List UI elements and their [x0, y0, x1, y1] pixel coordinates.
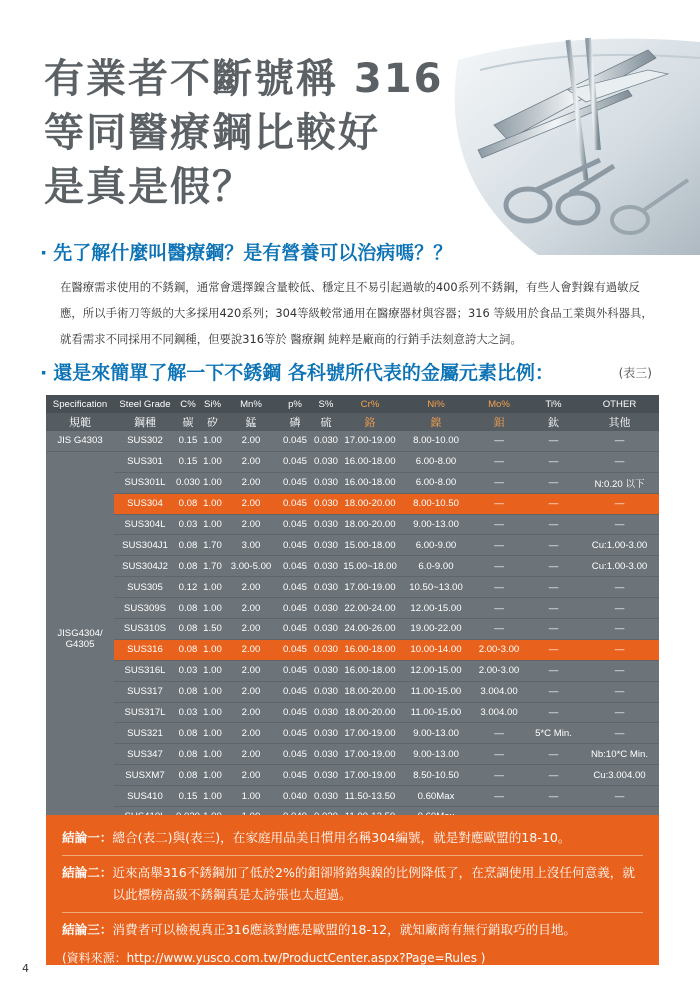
- table-cell: 11.50-13.50: [339, 786, 401, 807]
- surgical-instruments-photo: [418, 30, 700, 255]
- table-cell: 0.045: [277, 451, 313, 472]
- table-cell: —: [580, 514, 659, 535]
- header-cell: Si%: [203, 398, 222, 410]
- table-cell: 0.030: [313, 514, 339, 535]
- table-cell: 0.045: [277, 744, 313, 765]
- table-cell: 1.50: [200, 619, 225, 640]
- table-row: [46, 556, 659, 577]
- conclusion-divider: [62, 912, 643, 913]
- table-cell: 0.045: [277, 619, 313, 640]
- table-cell: 1.00: [200, 577, 225, 598]
- table-cell: 0.030: [176, 472, 200, 493]
- table-cell: 0.030: [313, 660, 339, 681]
- table-cell: 24.00-26.00: [339, 619, 401, 640]
- table-cell: 1.00: [200, 660, 225, 681]
- table-row: [46, 619, 659, 640]
- grade-cell: SUS310S: [114, 619, 176, 640]
- table-cell: 16.00-18.00: [339, 472, 401, 493]
- table-cell: 0.030: [313, 619, 339, 640]
- table-cell: 0.045: [277, 431, 313, 451]
- table-cell: Cu:3.004.00: [580, 765, 659, 786]
- grade-cell: SUS321: [114, 723, 176, 744]
- table-cell: 0.045: [277, 556, 313, 577]
- table-cell: 0.030: [313, 493, 339, 514]
- table-row: [46, 786, 659, 807]
- table-cell: 0.030: [313, 577, 339, 598]
- table-cell: —: [580, 702, 659, 723]
- table-cell: —: [471, 472, 527, 493]
- table-cell: Nb:10*C Min.: [580, 744, 659, 765]
- table-cell: 0.08: [176, 493, 200, 514]
- header-cell: Mn%: [240, 398, 262, 410]
- table-cell: —: [580, 598, 659, 619]
- table-cell: 2.00: [225, 451, 277, 472]
- table-header-chinese: [46, 413, 659, 431]
- table-cell: 0.60Max: [401, 786, 471, 807]
- table-cell: 2.00: [225, 598, 277, 619]
- header-cell-zh: 硫: [320, 417, 332, 429]
- table-cell: 17.00-19.00: [339, 744, 401, 765]
- table-cell: Cu:1.00-3.00: [580, 556, 659, 577]
- grade-cell: SUS301L: [114, 472, 176, 493]
- table-reference-note: (表三): [618, 366, 652, 380]
- table-cell: 17.00-19.00: [339, 431, 401, 451]
- table-cell: 18.00-20.00: [339, 514, 401, 535]
- table-cell: 18.00-20.00: [339, 702, 401, 723]
- table-cell: 9.00-13.00: [401, 723, 471, 744]
- table-cell: —: [471, 744, 527, 765]
- table-cell: —: [527, 472, 580, 493]
- table-cell: 0.08: [176, 681, 200, 702]
- table-cell: 0.08: [176, 639, 200, 660]
- table-cell: 9.00-13.00: [401, 514, 471, 535]
- table-cell: 3.00: [225, 535, 277, 556]
- table-cell: 0.045: [277, 577, 313, 598]
- table-row: [46, 493, 659, 514]
- table-row: [46, 723, 659, 744]
- grade-cell: SUS309S: [114, 598, 176, 619]
- page-title: [44, 52, 443, 214]
- table-row: [46, 577, 659, 598]
- conclusion-2-label: 結論二：: [62, 865, 113, 880]
- table-cell: 22.00-24.00: [339, 598, 401, 619]
- conclusion-2: [62, 862, 643, 906]
- table-cell: —: [471, 786, 527, 807]
- header-cell: Cr%: [360, 398, 380, 410]
- table-cell: —: [527, 535, 580, 556]
- grade-cell: SUS304J2: [114, 556, 176, 577]
- conclusion-3-text: 消費者可以檢視真正316應該對應是歐盟的18-12，就知廠商有無行銷取巧的目地。: [112, 922, 577, 937]
- header-cell-zh: 鎳: [430, 417, 442, 429]
- table-cell: —: [527, 702, 580, 723]
- table-cell: —: [527, 744, 580, 765]
- table-cell: 0.045: [277, 639, 313, 660]
- table-cell: 0.08: [176, 744, 200, 765]
- table-row: [46, 660, 659, 681]
- table-cell: 2.00: [225, 493, 277, 514]
- table-cell: —: [527, 598, 580, 619]
- table-cell: —: [471, 535, 527, 556]
- table-cell: —: [580, 660, 659, 681]
- page-number: 4: [22, 962, 29, 975]
- header-cell: p%: [288, 398, 302, 410]
- table-cell: 18.00-20.00: [339, 681, 401, 702]
- table-cell: —: [580, 451, 659, 472]
- table-cell: 0.045: [277, 598, 313, 619]
- table-cell: —: [527, 493, 580, 514]
- table-cell: —: [527, 514, 580, 535]
- section1-heading-text: 先了解什麼叫醫療鋼？是有營養可以治病嗎？？: [53, 242, 453, 264]
- grade-cell: SUS317L: [114, 702, 176, 723]
- spec-cell-line: G4305: [65, 639, 95, 651]
- table-cell: —: [580, 493, 659, 514]
- section2-heading-text: 還是來簡單了解一下不銹鋼 各科號所代表的金屬元素比例：: [53, 362, 554, 384]
- table-cell: 1.00: [200, 639, 225, 660]
- table-cell: 6.00-9.00: [401, 535, 471, 556]
- table-cell: 0.030: [313, 723, 339, 744]
- table-cell: 3.00-5.00: [225, 556, 277, 577]
- table-cell: 15.00~18.00: [339, 556, 401, 577]
- grade-cell: SUS304: [114, 493, 176, 514]
- grade-cell: SUS304J1: [114, 535, 176, 556]
- table-row: [46, 431, 659, 451]
- table-cell: 0.045: [277, 493, 313, 514]
- table-cell: —: [471, 619, 527, 640]
- table-cell: —: [527, 556, 580, 577]
- table-cell: 0.030: [313, 431, 339, 451]
- table-cell: 1.00: [200, 451, 225, 472]
- header-cell-zh: 碳: [182, 417, 194, 429]
- table-cell: 8.00-10.50: [401, 493, 471, 514]
- table-row: [46, 639, 659, 660]
- data-source: (資料來源：http://www.yusco.com.tw/ProductCenter.aspx?Page=Rules ): [62, 951, 486, 965]
- grade-cell: SUS317: [114, 681, 176, 702]
- title-line-1: 有業者不斷號稱 316: [44, 56, 444, 102]
- grade-cell: SUSXM7: [114, 765, 176, 786]
- header-cell: Ni%: [427, 398, 445, 410]
- spec-cell: JIS G4303: [46, 431, 114, 451]
- table-cell: 1.00: [200, 786, 225, 807]
- table-cell: 11.00-15.00: [401, 681, 471, 702]
- table-cell: —: [471, 493, 527, 514]
- table-cell: 16.00-18.00: [339, 639, 401, 660]
- table-cell: 2.00-3.00: [471, 660, 527, 681]
- table-cell: 11.00-15.00: [401, 702, 471, 723]
- table-cell: 0.030: [313, 681, 339, 702]
- grade-cell: SUS305: [114, 577, 176, 598]
- table-cell: 0.15: [176, 786, 200, 807]
- table-cell: 0.045: [277, 535, 313, 556]
- table-cell: 16.00-18.00: [339, 451, 401, 472]
- conclusion-2-text: 近來高舉316不銹鋼加了低於2%的鉬卻將鉻與鎳的比例降低了，在烹調使用上沒任何意義，就以此標榜高級不銹鋼真是太誇張也太超過。: [112, 865, 635, 902]
- conclusion-3-label: 結論三：: [62, 922, 113, 937]
- table-cell: 10.50~13.00: [401, 577, 471, 598]
- table-cell: 12.00-15.00: [401, 660, 471, 681]
- table-cell: —: [527, 451, 580, 472]
- table-cell: —: [527, 577, 580, 598]
- conclusion-divider: [62, 855, 643, 856]
- table-cell: 0.15: [176, 431, 200, 451]
- table-cell: 0.030: [313, 639, 339, 660]
- title-line-2: 等同醫療鋼比較好: [44, 110, 380, 156]
- header-cell: OTHER: [602, 398, 637, 410]
- grade-cell: SUS301: [114, 451, 176, 472]
- table-cell: 15.00-18.00: [339, 535, 401, 556]
- table-cell: 1.70: [200, 556, 225, 577]
- table-cell: 2.00: [225, 472, 277, 493]
- table-cell: Cu:1.00-3.00: [580, 535, 659, 556]
- table-cell: —: [471, 451, 527, 472]
- table-cell: 0.08: [176, 535, 200, 556]
- header-cell-zh: 鉻: [364, 417, 376, 429]
- table-cell: 1.00: [200, 723, 225, 744]
- table-cell: 0.08: [176, 619, 200, 640]
- table-cell: —: [580, 786, 659, 807]
- table-cell: 2.00: [225, 702, 277, 723]
- table-cell: 0.03: [176, 660, 200, 681]
- table-cell: 2.00-3.00: [471, 639, 527, 660]
- table-row: [46, 765, 659, 786]
- table-cell: 8.00-10.00: [401, 431, 471, 451]
- table-cell: N:0.20 以下: [580, 472, 659, 493]
- table-cell: 10.00-14.00: [401, 639, 471, 660]
- header-cell-zh: 鋼種: [134, 417, 156, 429]
- table-cell: 3.004.00: [471, 681, 527, 702]
- header-cell: Specification: [52, 398, 108, 410]
- table-cell: 0.030: [313, 744, 339, 765]
- table-cell: 2.00: [225, 681, 277, 702]
- conclusion-1-label: 結論一：: [62, 830, 113, 845]
- table-cell: 1.00: [225, 786, 277, 807]
- table-cell: 9.00-13.00: [401, 744, 471, 765]
- table-header-english: [46, 395, 659, 413]
- conclusion-box: [46, 815, 659, 965]
- table-cell: 0.08: [176, 556, 200, 577]
- table-cell: 2.00: [225, 765, 277, 786]
- table-cell: 0.045: [277, 765, 313, 786]
- section-heading-element-ratio: · 還是來簡單了解一下不銹鋼 各科號所代表的金屬元素比例：: [40, 362, 554, 384]
- table-cell: 0.045: [277, 514, 313, 535]
- table-cell: 1.70: [200, 535, 225, 556]
- table-cell: 1.00: [200, 765, 225, 786]
- table-row: [46, 744, 659, 765]
- table-cell: 17.00-19.00: [339, 723, 401, 744]
- header-cell-zh: 鉬: [493, 417, 505, 429]
- table-cell: —: [580, 431, 659, 451]
- table-cell: 0.045: [277, 681, 313, 702]
- table-cell: 18.00-20.00: [339, 493, 401, 514]
- conclusion-3: [62, 919, 643, 941]
- table-cell: —: [527, 681, 580, 702]
- table-cell: 2.00: [225, 619, 277, 640]
- table-cell: 0.08: [176, 723, 200, 744]
- table-row: [46, 535, 659, 556]
- table-cell: 0.08: [176, 598, 200, 619]
- header-cell-zh: 其他: [608, 417, 631, 429]
- table-cell: 0.03: [176, 514, 200, 535]
- spec-cell-line: JISG4304/: [57, 628, 103, 640]
- table-cell: 0.08: [176, 765, 200, 786]
- table-cell: 0.03: [176, 702, 200, 723]
- table-cell: 0.030: [313, 451, 339, 472]
- section-heading-medical-steel: · 先了解什麼叫醫療鋼？是有營養可以治病嗎？？: [40, 242, 453, 264]
- spec-cell: [46, 451, 114, 827]
- table-cell: 0.030: [313, 556, 339, 577]
- stainless-steel-composition-table: [46, 395, 659, 828]
- table-cell: 0.030: [313, 535, 339, 556]
- table-cell: 6.0-9.00: [401, 556, 471, 577]
- table-cell: 0.045: [277, 660, 313, 681]
- header-cell-zh: 磷: [289, 417, 301, 429]
- table-cell: 16.00-18.00: [339, 660, 401, 681]
- table-cell: —: [471, 765, 527, 786]
- table-cell: —: [527, 765, 580, 786]
- table-cell: 0.030: [313, 702, 339, 723]
- table-cell: 0.045: [277, 723, 313, 744]
- table-cell: —: [471, 577, 527, 598]
- grade-cell: SUS316: [114, 639, 176, 660]
- header-cell-zh: 規範: [69, 417, 91, 429]
- table-cell: —: [527, 619, 580, 640]
- table-cell: 0.030: [313, 765, 339, 786]
- table-cell: 0.045: [277, 472, 313, 493]
- header-cell: C%: [180, 398, 196, 410]
- header-cell-zh: 錳: [245, 417, 257, 429]
- table-cell: —: [527, 660, 580, 681]
- table-cell: 0.040: [277, 786, 313, 807]
- table-cell: 2.00: [225, 431, 277, 451]
- table-cell: 1.00: [200, 514, 225, 535]
- table-cell: 2.00: [225, 577, 277, 598]
- table-row: [46, 472, 659, 493]
- table-cell: 2.00: [225, 514, 277, 535]
- table-cell: 1.00: [200, 431, 225, 451]
- grade-cell: SUS302: [114, 431, 176, 451]
- table-cell: 2.00: [225, 639, 277, 660]
- table-cell: —: [471, 431, 527, 451]
- grade-cell: SUS410: [114, 786, 176, 807]
- table-row: [46, 702, 659, 723]
- table-cell: 0.15: [176, 451, 200, 472]
- table-cell: 6.00-8.00: [401, 451, 471, 472]
- table-cell: 0.030: [313, 472, 339, 493]
- table-cell: 3.004.00: [471, 702, 527, 723]
- table-row: [46, 681, 659, 702]
- grade-cell: SUS316L: [114, 660, 176, 681]
- table-cell: 2.00: [225, 744, 277, 765]
- table-cell: 0.045: [277, 702, 313, 723]
- table-cell: 19.00-22.00: [401, 619, 471, 640]
- table-cell: —: [580, 681, 659, 702]
- table-cell: 0.030: [313, 786, 339, 807]
- table-cell: 6.00-8.00: [401, 472, 471, 493]
- table-cell: 0.030: [313, 598, 339, 619]
- table-cell: 5*C Min.: [527, 723, 580, 744]
- table-cell: 0.12: [176, 577, 200, 598]
- table-cell: —: [527, 431, 580, 451]
- table-cell: 1.00: [200, 744, 225, 765]
- conclusion-1-text: 總合(表二)與(表三)，在家庭用品美日慣用名稱304編號，就是對應歐盟的18-10。: [112, 830, 571, 845]
- header-cell: Mo%: [488, 398, 510, 410]
- table-row: [46, 598, 659, 619]
- table-cell: —: [580, 577, 659, 598]
- table-cell: 1.00: [200, 598, 225, 619]
- table-cell: 12.00-15.00: [401, 598, 471, 619]
- title-line-3: 是真是假？: [44, 164, 254, 210]
- table-row: [46, 514, 659, 535]
- table-cell: 17.00-19.00: [339, 765, 401, 786]
- table-cell: —: [580, 723, 659, 744]
- table-row: [46, 451, 659, 472]
- header-cell-zh: 矽: [207, 417, 218, 429]
- table-cell: —: [471, 598, 527, 619]
- table-cell: —: [471, 723, 527, 744]
- conclusion-1: [62, 827, 643, 849]
- table-cell: 17.00-19.00: [339, 577, 401, 598]
- grade-cell: SUS347: [114, 744, 176, 765]
- table-cell: 2.00: [225, 660, 277, 681]
- table-cell: 1.00: [200, 493, 225, 514]
- table-cell: 1.00: [200, 472, 225, 493]
- table-cell: 8.50-10.50: [401, 765, 471, 786]
- table-cell: —: [527, 639, 580, 660]
- section1-body: 在醫療需求使用的不銹鋼，通常會選擇鎳含量較低、穩定且不易引起過敏的400系列不銹鋼，有些人會對鎳有過敏反應，所以手術刀等級的大多採用420系列；304等級較常通用在醫療器材與容器；316 等級用於食品工業與外科器具，就看需求不同採用不同鋼種，但要說316等於 醫療鋼 純粹是廠商的行銷手法刻意誇大之詞。: [60, 280, 653, 346]
- table-cell: —: [527, 786, 580, 807]
- table-cell: —: [471, 514, 527, 535]
- table-cell: —: [580, 639, 659, 660]
- table-cell: 1.00: [200, 681, 225, 702]
- table-cell: 2.00: [225, 723, 277, 744]
- table-cell: —: [580, 619, 659, 640]
- header-cell: Steel Grade: [119, 398, 171, 410]
- table-cell: —: [471, 556, 527, 577]
- table-cell: 1.00: [200, 702, 225, 723]
- grade-cell: SUS304L: [114, 514, 176, 535]
- header-cell: Ti%: [545, 398, 562, 410]
- header-cell: S%: [318, 398, 334, 410]
- header-cell-zh: 鈦: [548, 417, 559, 429]
